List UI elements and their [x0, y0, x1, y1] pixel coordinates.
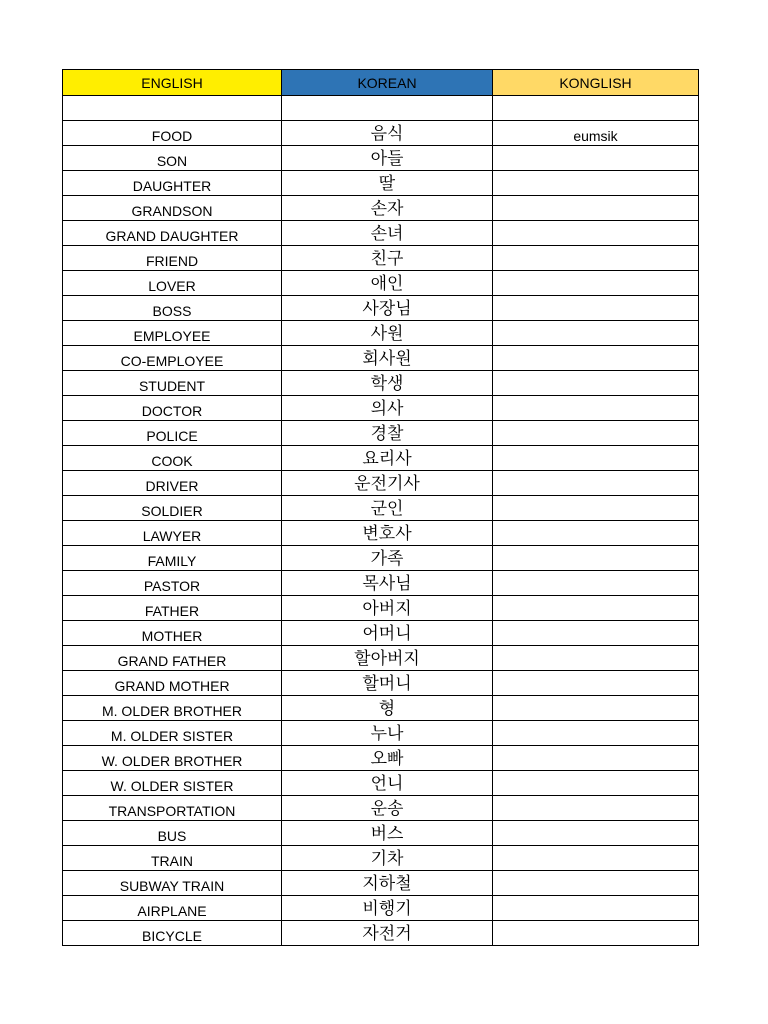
cell-korean: 형 — [282, 696, 493, 721]
header-english: ENGLISH — [63, 70, 282, 96]
cell-konglish — [493, 521, 699, 546]
cell-english: DRIVER — [63, 471, 282, 496]
cell-english: FATHER — [63, 596, 282, 621]
cell-english: LOVER — [63, 271, 282, 296]
cell-english: GRAND MOTHER — [63, 671, 282, 696]
cell-konglish — [493, 546, 699, 571]
cell-konglish — [493, 596, 699, 621]
cell-korean: 아버지 — [282, 596, 493, 621]
cell-korean: 어머니 — [282, 621, 493, 646]
cell-english: STUDENT — [63, 371, 282, 396]
table-row — [63, 396, 699, 421]
cell-korean: 사장님 — [282, 296, 493, 321]
vocabulary-rows — [63, 96, 699, 946]
cell-english: SON — [63, 146, 282, 171]
table-row — [63, 371, 699, 396]
cell-konglish — [493, 846, 699, 871]
cell-konglish — [493, 746, 699, 771]
cell-konglish — [493, 471, 699, 496]
cell-english: FAMILY — [63, 546, 282, 571]
cell-korean: 경찰 — [282, 421, 493, 446]
cell-korean: 군인 — [282, 496, 493, 521]
cell-korean: 손녀 — [282, 221, 493, 246]
cell-korean: 아들 — [282, 146, 493, 171]
cell-konglish — [493, 571, 699, 596]
table-row — [63, 646, 699, 671]
cell-konglish — [493, 171, 699, 196]
table-row — [63, 821, 699, 846]
table-row — [63, 121, 699, 146]
table-row — [63, 296, 699, 321]
header-konglish: KONGLISH — [493, 70, 699, 96]
cell-english: MOTHER — [63, 621, 282, 646]
cell-english: W. OLDER SISTER — [63, 771, 282, 796]
cell-konglish — [493, 646, 699, 671]
cell-korean: 애인 — [282, 271, 493, 296]
cell-english: PASTOR — [63, 571, 282, 596]
table-row — [63, 921, 699, 946]
cell-english: COOK — [63, 446, 282, 471]
cell-english: BUS — [63, 821, 282, 846]
table-row — [63, 446, 699, 471]
header-row — [63, 70, 699, 96]
table-row — [63, 321, 699, 346]
cell-english: AIRPLANE — [63, 896, 282, 921]
cell-english — [63, 96, 282, 121]
cell-konglish — [493, 871, 699, 896]
cell-konglish — [493, 796, 699, 821]
cell-korean: 누나 — [282, 721, 493, 746]
cell-english: LAWYER — [63, 521, 282, 546]
cell-korean: 할아버지 — [282, 646, 493, 671]
cell-konglish — [493, 921, 699, 946]
cell-korean: 할머니 — [282, 671, 493, 696]
table-row — [63, 771, 699, 796]
cell-english: SOLDIER — [63, 496, 282, 521]
cell-english: TRAIN — [63, 846, 282, 871]
cell-english: FRIEND — [63, 246, 282, 271]
cell-korean: 언니 — [282, 771, 493, 796]
cell-korean: 지하철 — [282, 871, 493, 896]
cell-korean: 사원 — [282, 321, 493, 346]
cell-konglish — [493, 371, 699, 396]
table-row — [63, 696, 699, 721]
cell-konglish — [493, 271, 699, 296]
table-row — [63, 271, 699, 296]
cell-korean: 오빠 — [282, 746, 493, 771]
cell-english: TRANSPORTATION — [63, 796, 282, 821]
cell-konglish — [493, 246, 699, 271]
table-row — [63, 721, 699, 746]
cell-korean: 음식 — [282, 121, 493, 146]
cell-korean: 버스 — [282, 821, 493, 846]
cell-korean: 자전거 — [282, 921, 493, 946]
cell-konglish: eumsik — [493, 121, 699, 146]
cell-konglish — [493, 721, 699, 746]
cell-english: CO-EMPLOYEE — [63, 346, 282, 371]
cell-english: DOCTOR — [63, 396, 282, 421]
table-row — [63, 196, 699, 221]
cell-english: GRANDSON — [63, 196, 282, 221]
cell-konglish — [493, 96, 699, 121]
table-row — [63, 621, 699, 646]
cell-korean — [282, 96, 493, 121]
cell-korean: 회사원 — [282, 346, 493, 371]
table-row — [63, 171, 699, 196]
vocabulary-sheet — [62, 69, 698, 946]
cell-konglish — [493, 671, 699, 696]
table-row — [63, 571, 699, 596]
cell-korean: 변호사 — [282, 521, 493, 546]
cell-konglish — [493, 696, 699, 721]
cell-english: EMPLOYEE — [63, 321, 282, 346]
cell-english: POLICE — [63, 421, 282, 446]
cell-konglish — [493, 446, 699, 471]
table-row — [63, 546, 699, 571]
table-row — [63, 146, 699, 171]
table-row — [63, 421, 699, 446]
vocabulary-table — [62, 69, 699, 946]
cell-konglish — [493, 321, 699, 346]
cell-english: M. OLDER BROTHER — [63, 696, 282, 721]
cell-english: DAUGHTER — [63, 171, 282, 196]
cell-korean: 학생 — [282, 371, 493, 396]
cell-konglish — [493, 896, 699, 921]
cell-korean: 기차 — [282, 846, 493, 871]
cell-konglish — [493, 496, 699, 521]
table-row — [63, 896, 699, 921]
cell-konglish — [493, 396, 699, 421]
table-row — [63, 871, 699, 896]
cell-korean: 비행기 — [282, 896, 493, 921]
table-row — [63, 96, 699, 121]
cell-english: BICYCLE — [63, 921, 282, 946]
cell-english: FOOD — [63, 121, 282, 146]
table-row — [63, 221, 699, 246]
table-row — [63, 846, 699, 871]
cell-english: BOSS — [63, 296, 282, 321]
cell-korean: 손자 — [282, 196, 493, 221]
cell-english: M. OLDER SISTER — [63, 721, 282, 746]
cell-konglish — [493, 346, 699, 371]
cell-konglish — [493, 621, 699, 646]
cell-korean: 가족 — [282, 546, 493, 571]
header-korean: KOREAN — [282, 70, 493, 96]
table-row — [63, 746, 699, 771]
cell-korean: 목사님 — [282, 571, 493, 596]
cell-konglish — [493, 821, 699, 846]
table-row — [63, 246, 699, 271]
table-row — [63, 796, 699, 821]
cell-english: W. OLDER BROTHER — [63, 746, 282, 771]
cell-konglish — [493, 296, 699, 321]
table-row — [63, 671, 699, 696]
cell-english: GRAND DAUGHTER — [63, 221, 282, 246]
cell-konglish — [493, 771, 699, 796]
cell-konglish — [493, 196, 699, 221]
cell-korean: 요리사 — [282, 446, 493, 471]
cell-english: SUBWAY TRAIN — [63, 871, 282, 896]
cell-korean: 친구 — [282, 246, 493, 271]
table-row — [63, 471, 699, 496]
cell-konglish — [493, 421, 699, 446]
cell-korean: 딸 — [282, 171, 493, 196]
table-row — [63, 596, 699, 621]
cell-konglish — [493, 221, 699, 246]
cell-english: GRAND FATHER — [63, 646, 282, 671]
cell-korean: 의사 — [282, 396, 493, 421]
cell-korean: 운전기사 — [282, 471, 493, 496]
table-row — [63, 521, 699, 546]
cell-konglish — [493, 146, 699, 171]
table-row — [63, 496, 699, 521]
table-row — [63, 346, 699, 371]
cell-korean: 운송 — [282, 796, 493, 821]
